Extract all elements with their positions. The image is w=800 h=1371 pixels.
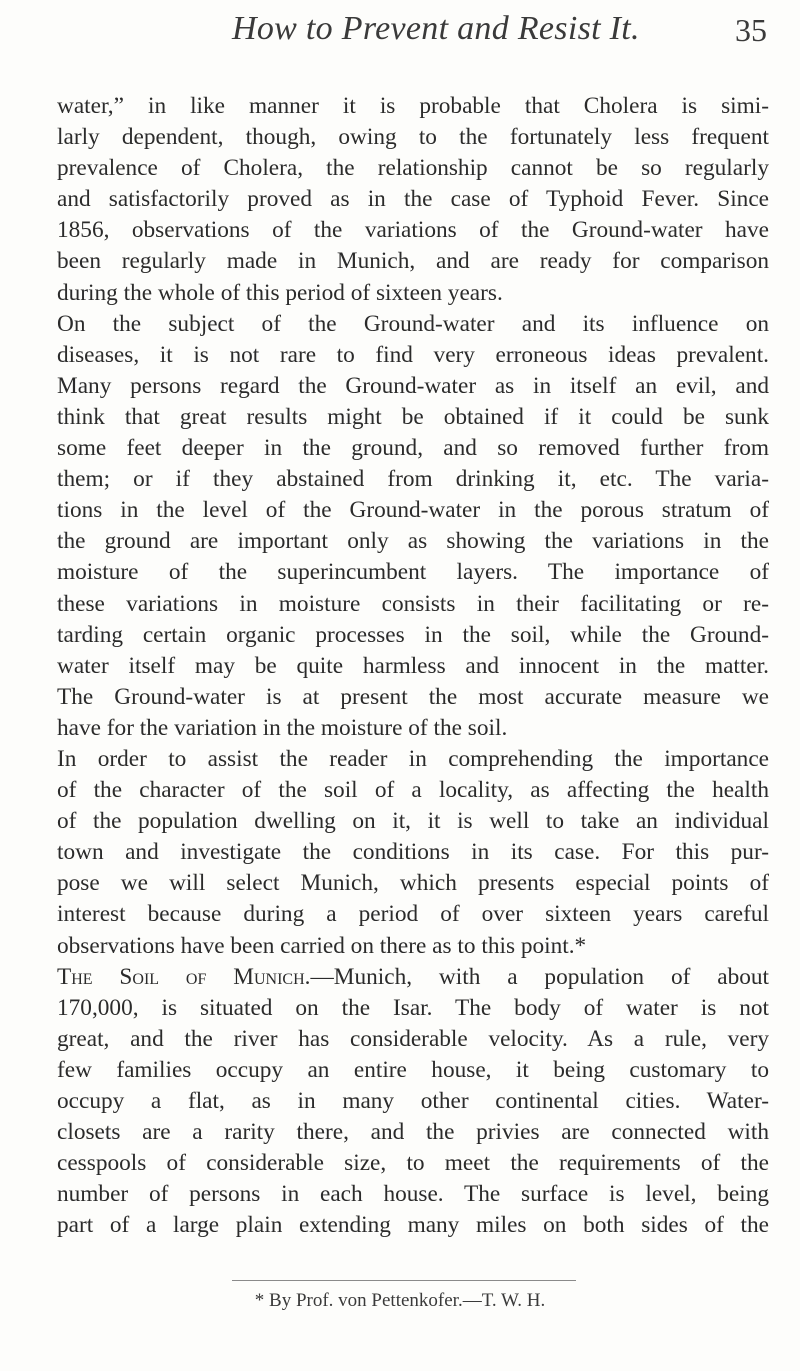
text-line: pose we will select Munich, which presents especial points of [57,870,769,897]
text-line: been regularly made in Munich, and are ready for comparison [57,248,769,275]
text-line: of the character of the soil of a locality, as affecting the health [57,777,769,804]
footnote: * By Prof. von Pettenkofer.—T. W. H. [254,1290,546,1311]
text-line: 170,000, is situated on the Isar. The body of water is not [57,994,769,1021]
text-line: interest because during a period of over sixteen years careful [57,901,769,928]
text-line: 1856, observations of the variations of the Ground-water have [57,217,769,244]
text-line: the ground are important only as showing the variations in the [57,528,769,555]
text-line: moisture of the superincumbent layers. The importance of [57,559,769,586]
text-line: water,” in like manner it is probable that Cholera is simi- [57,93,769,119]
text-line: few families occupy an entire house, it being customary to [57,1056,769,1083]
text-line: closets are a rarity there, and the privies are connected with [57,1119,769,1146]
text-line: cesspools of considerable size, to meet the requirements of the [57,1150,769,1177]
text-line: them; or if they abstained from drinking it, etc. The varia- [57,466,769,493]
text-line: Many persons regard the Ground-water as in itself an evil, and [57,372,769,399]
running-head [0,10,800,70]
text-line: tarding certain organic processes in the soil, while the Ground- [57,621,769,648]
body-text [57,91,769,1241]
footnote-divider [232,1280,576,1281]
text-line: and satisfactorily proved as in the case of Typhoid Fever. Since [57,186,769,213]
paragraph-start-line: On the subject of the Ground-water and its influence on [57,310,769,337]
text-line: diseases, it is not rare to find very erroneous ideas prevalent. [57,341,769,368]
text-line: think that great results might be obtained if it could be sunk [57,403,769,430]
text-line: The Ground-water is at present the most accurate measure we [57,683,769,710]
paragraph-start-line: In order to assist the reader in comprehending the importance [57,745,769,772]
text-line: these variations in moisture consists in their facilitating or re- [57,590,769,617]
section-heading: The Soil of Munich. [57,963,311,990]
section-heading-line [57,962,769,993]
text-line: —Munich, with a population of about [310,963,769,990]
text-line: observations have been carried on there as to this point.* [57,932,587,959]
text-line: town and investigate the conditions in its case. For this pur- [57,839,769,866]
text-line: tions in the level of the Ground-water in the porous stratum of [57,497,769,524]
text-line: prevalence of Cholera, the relationship cannot be so regularly [57,155,769,182]
text-line: part of a large plain extending many miles on both sides of the [57,1212,769,1239]
text-line: number of persons in each house. The surface is level, being [57,1181,769,1208]
text-line: water itself may be quite harmless and innocent in the matter. [57,652,769,679]
text-line: occupy a flat, as in many other continental cities. Water- [57,1088,769,1114]
text-line: larly dependent, though, owing to the fortunately less frequent [57,124,769,151]
page-number: 35 [735,12,767,48]
text-line: have for the variation in the moisture of the soil. [57,714,508,741]
text-line: during the whole of this period of sixteen years. [57,279,503,306]
text-line: some feet deeper in the ground, and so removed further from [57,435,769,462]
text-line: great, and the river has considerable velocity. As a rule, very [57,1025,769,1052]
running-title: How to Prevent and Resist It. [232,10,640,47]
text-line: of the population dwelling on it, it is well to take an individual [57,808,769,835]
